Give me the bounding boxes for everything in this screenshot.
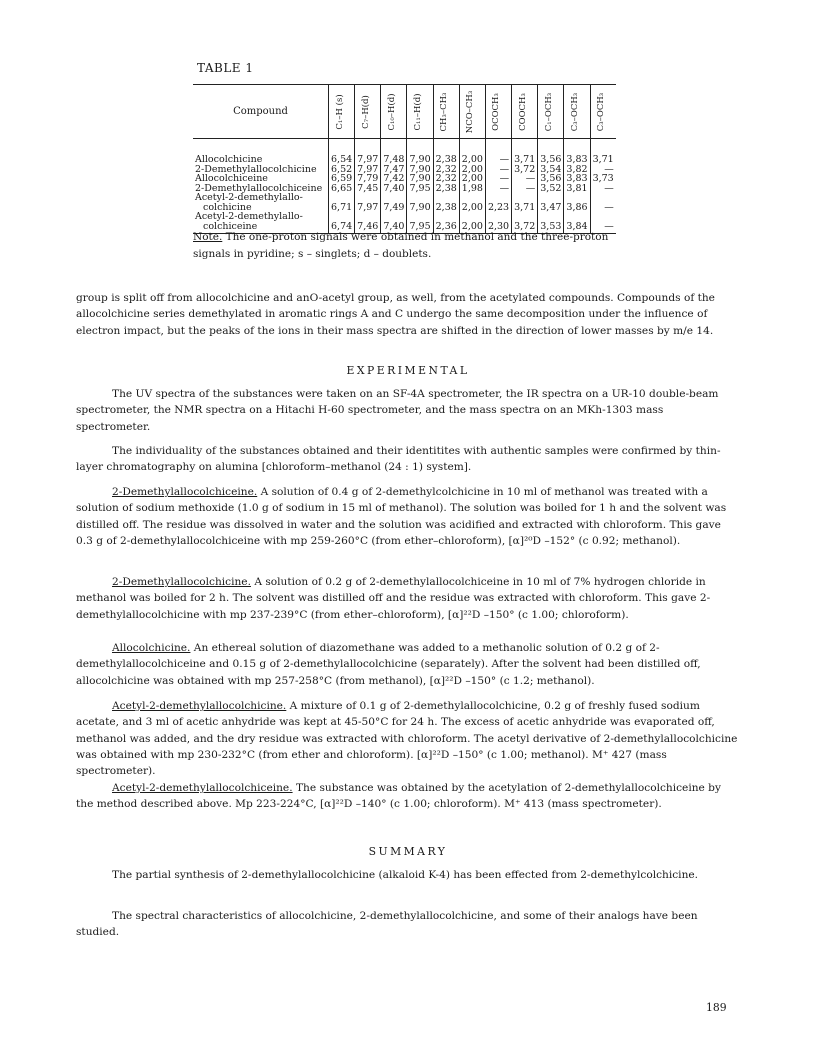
table-cell: 3,73 <box>590 174 616 184</box>
table-cell: 2,38 <box>433 139 459 165</box>
table-cell: 7,40 <box>381 212 407 234</box>
compound-name: Allocolchiceine <box>195 173 268 184</box>
table-cell: 3,86 <box>564 193 590 212</box>
table-cell: — <box>512 184 538 194</box>
table-cell: 2,00 <box>459 193 485 212</box>
table-cell: 6,74 <box>329 212 355 234</box>
table-cell: 2,38 <box>433 193 459 212</box>
table-cell: 7,90 <box>407 165 433 175</box>
procedure-allocolchicine: Allocolchicine. An ethereal solution of diazomethane was added to a methanolic solution of 0.2 g of 2-demethylallocolchiceine and 0.15 g of 2-demethylallocolchicine (separately). After the solvent had been distilled off, allocolchicine was obtained with mp 257-258°C (from methanol), [α]²²D –150° (c 1.2; methanol). <box>76 642 701 687</box>
table-cell: 3,72 <box>512 165 538 175</box>
table-header-compound: Compound <box>193 85 329 139</box>
compound-name: 2-Demethylallocolchiceine <box>195 182 323 194</box>
page-number: 189 <box>706 1001 727 1014</box>
procedure-2-demethylallocolchiceine: 2-Demethylallocolchiceine. A solution of 0.4 g of 2-demethylcolchicine in 10 ml of methanol was treated with a solution of sodium methoxide (1.0 g of sodium in 15 ml of methanol). The solution was boiled for 1 h and the solvent was distilled off. The residue was dissolved in water and the solution was acidified and extracted with chloroform. This gave 0.3 g of 2-demethylallocolchiceine with mp 259-260°C (from ether–chloroform), [α]²⁰D –152° (c 0.92; methanol). <box>76 486 727 547</box>
experimental-paragraph-1: The UV spectra of the substances were taken on an SF-4A spectrometer, the IR spectra on a UR-10 double-beam spectrometer, the NMR spectra on a Hitachi H-60 spectrometer, and the mass spectra on an MKh-1303 mass spectrometer. <box>76 388 719 433</box>
table-cell: 3,83 <box>564 139 590 165</box>
table-cell: 2,38 <box>433 184 459 194</box>
table-header-cell: NCO–CH₃ <box>459 85 485 139</box>
table-header-cell: COOCH₃ <box>512 85 538 139</box>
table-cell: 7,42 <box>381 174 407 184</box>
procedure-title: 2-Demethylallocolchicine. <box>112 576 251 588</box>
table-cell: 7,46 <box>355 212 381 234</box>
compound-name: 2-Demethylallocolchicine <box>195 163 317 175</box>
table-cell: 7,90 <box>407 139 433 165</box>
procedure-title: Acetyl-2-demethylallocolchiceine. <box>112 782 293 794</box>
table-cell: 2,00 <box>459 174 485 184</box>
procedure-acetyl-2-demethylallocolchiceine: Acetyl-2-demethylallocolchiceine. The substance was obtained by the acetylation of 2-demethylallocolchiceine by the method described above. Mp 223-224°C, [α]²²D –140° (c 1.00; chloroform). M⁺ 413 (mass spectrometer). <box>76 782 721 811</box>
table-cell: 6,52 <box>329 165 355 175</box>
table-header-cell: OCOCH₃ <box>485 85 511 139</box>
table-cell: 2,00 <box>459 139 485 165</box>
table-header-cell: C₁–OCH₃ <box>538 85 564 139</box>
table-label: TABLE 1 <box>197 61 254 75</box>
table-note-text: The one-proton signals were obtained in methanol and the three-proton signals in pyridine; s – singlets; d – doublets. <box>193 231 609 260</box>
table-cell: 3,56 <box>538 139 564 165</box>
table-cell: 2,30 <box>485 212 511 234</box>
compound-name: Acetyl-2-demethylallo- colchiceine <box>193 212 329 234</box>
table-cell: 7,90 <box>407 174 433 184</box>
table-cell: 3,56 <box>538 174 564 184</box>
table-cell: — <box>485 174 511 184</box>
table-cell: 2,00 <box>459 165 485 175</box>
table-cell: 3,53 <box>538 212 564 234</box>
table-cell: 2,00 <box>459 212 485 234</box>
table-cell: 3,52 <box>538 184 564 194</box>
table-row <box>193 193 616 212</box>
table-header-cell: C₁₁–H(d) <box>407 85 433 139</box>
table-cell: 7,40 <box>381 184 407 194</box>
compound-name: Allocolchicine <box>195 154 263 165</box>
table-cell: — <box>512 174 538 184</box>
table-cell: — <box>590 212 616 234</box>
table-header-cell: C₃–OCH₃ <box>590 85 616 139</box>
table-cell: 2,32 <box>433 174 459 184</box>
table-header-cell: C₁–H (s) <box>329 85 355 139</box>
table-note <box>193 229 613 263</box>
table-cell: 7,45 <box>355 184 381 194</box>
table-row <box>193 139 616 165</box>
table-cell: 2,36 <box>433 212 459 234</box>
table-cell: 7,49 <box>381 193 407 212</box>
table-cell: 1,98 <box>459 184 485 194</box>
table-cell: 3,84 <box>564 212 590 234</box>
table-note-label: Note. <box>193 231 223 243</box>
table-cell: 7,97 <box>355 193 381 212</box>
experimental-heading: EXPERIMENTAL <box>346 364 470 377</box>
table-cell: — <box>485 165 511 175</box>
table-cell: 7,79 <box>355 174 381 184</box>
procedure-title: Allocolchicine. <box>112 642 191 654</box>
procedure-2-demethylallocolchicine: 2-Demethylallocolchicine. A solution of 0.2 g of 2-demethylallocolchiceine in 10 ml of 7% hydrogen chloride in methanol was boiled for 2 h. The solvent was distilled off and the residue was extracted with chloroform. This gave 2-demethylallocolchicine with mp 237-239°C (from ether–chloroform), [α]²²D –150° (c 1.00; chloroform). <box>76 576 711 621</box>
procedure-title: 2-Demethylallocolchiceine. <box>112 486 258 498</box>
table-cell: 6,65 <box>329 184 355 194</box>
table-header-cell: CH₃–CH₃ <box>433 85 459 139</box>
table-cell: 7,95 <box>407 212 433 234</box>
table-cell: 3,71 <box>512 193 538 212</box>
table-header-cell: C₇–H(d) <box>355 85 381 139</box>
summary-paragraph-2: The spectral characteristics of allocolchicine, 2-demethylallocolchicine, and some of their analogs have been studied. <box>76 910 698 939</box>
procedure-acetyl-2-demethylallocolchicine: Acetyl-2-demethylallocolchicine. A mixture of 0.1 g of 2-demethylallocolchicine, 0.2 g of freshly fused sodium acetate, and 3 ml of acetic anhydride was kept at 45-50°C for 24 h. The excess of acetic anhydride was evaporated off, methanol was added, and the dry residue was extracted with chloroform. The acetyl derivative of 2-demethylallocolchicine was obtained with mp 230-232°C (from ether and chloroform). [α]²²D –150° (c 1.00; methanol). M⁺ 427 (mass spectrometer). <box>76 700 738 778</box>
table-cell: — <box>485 184 511 194</box>
table-cell: 3,71 <box>512 139 538 165</box>
table-cell: 3,72 <box>512 212 538 234</box>
table-cell: 3,82 <box>564 165 590 175</box>
table-cell: 6,54 <box>329 139 355 165</box>
table-cell: 3,47 <box>538 193 564 212</box>
table-header-row <box>193 85 616 139</box>
table-cell: 6,71 <box>329 193 355 212</box>
table-cell: 2,23 <box>485 193 511 212</box>
table-cell: 7,95 <box>407 184 433 194</box>
compound-name: Acetyl-2-demethylallo- colchicine <box>195 192 303 213</box>
intro-paragraph: group is split off from allocolchicine and anO-acetyl group, as well, from the acetylated compounds. Compounds of the allocolchicine series demethylated in aromatic rings A and C undergo the same decomposition under the influence of electron impact, but the peaks of the ions in their mass spectra are shifted in the direction of lower masses by m/e 14. <box>76 292 715 337</box>
table-cell: 6,59 <box>329 174 355 184</box>
table-cell: 3,71 <box>590 139 616 165</box>
table-cell: 7,97 <box>355 139 381 165</box>
table-cell: 3,83 <box>564 174 590 184</box>
table-cell: 7,97 <box>355 165 381 175</box>
table-cell: — <box>590 184 616 194</box>
table-cell: — <box>590 193 616 212</box>
summary-heading: SUMMARY <box>368 845 448 858</box>
table-header-cell: C₃–OCH₃ <box>564 85 590 139</box>
procedure-title: Acetyl-2-demethylallocolchicine. <box>112 700 287 712</box>
table-cell: 7,90 <box>407 193 433 212</box>
table-cell: — <box>485 139 511 165</box>
table-cell: 3,54 <box>538 165 564 175</box>
table-cell: — <box>590 165 616 175</box>
experimental-paragraph-2: The individuality of the substances obtained and their identitites with authentic samples were confirmed by thin-layer chromatography on alumina [chloroform–methanol (24 : 1) system]. <box>76 445 721 474</box>
table-cell: 7,47 <box>381 165 407 175</box>
table-cell: 2,32 <box>433 165 459 175</box>
nmr-data-table <box>193 84 616 234</box>
table-header-cell: C₁₀–H(d) <box>381 85 407 139</box>
table-cell: 3,81 <box>564 184 590 194</box>
summary-paragraph-1: The partial synthesis of 2-demethylallocolchicine (alkaloid K-4) has been effected from 2-demethylcolchicine. <box>112 869 699 881</box>
table-cell: 7,48 <box>381 139 407 165</box>
